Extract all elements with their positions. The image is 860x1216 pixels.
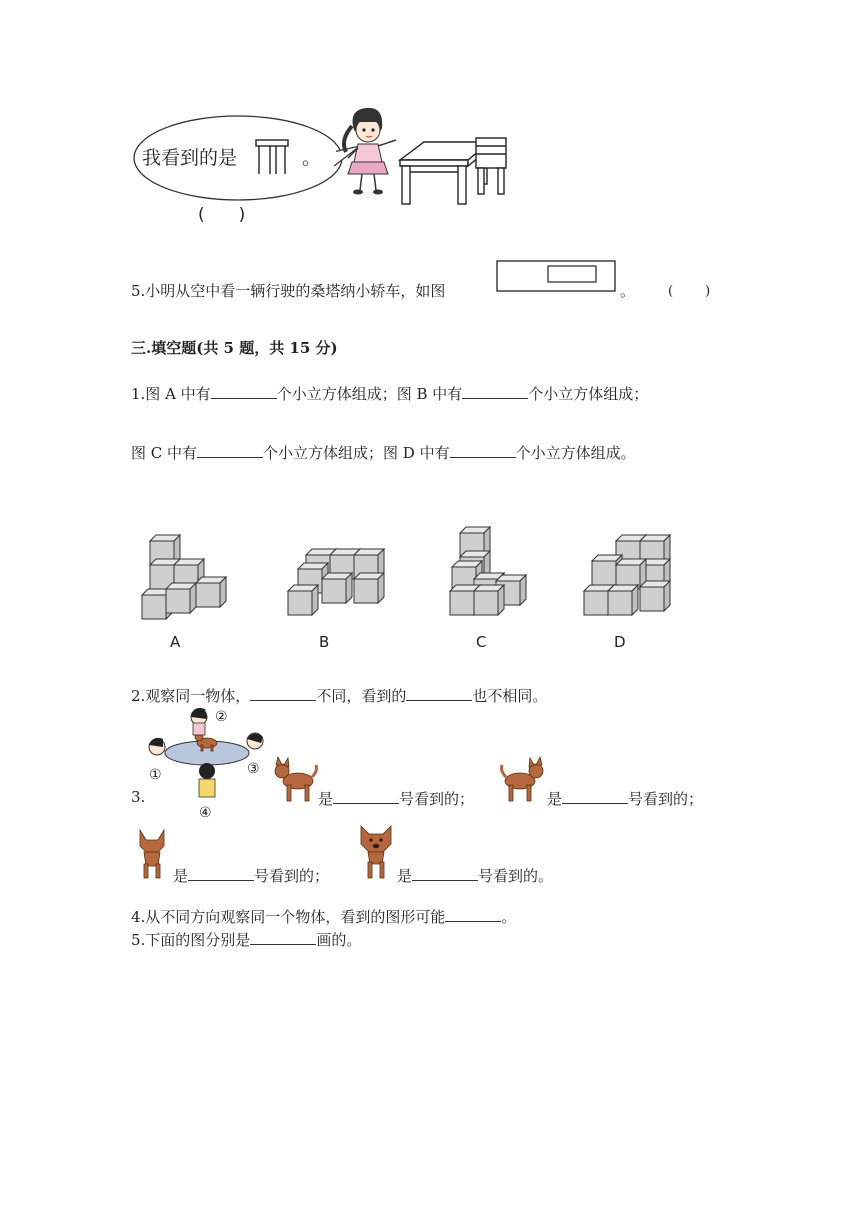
cube-label-a: A <box>170 633 181 651</box>
fill3-s1 <box>318 787 474 809</box>
position-4: ④ <box>199 805 212 821</box>
fill1-blank-c[interactable] <box>197 441 263 458</box>
child-2-icon <box>191 708 207 735</box>
fill3-s3-a: 是 <box>173 867 189 885</box>
fill3-blank-3[interactable] <box>188 864 254 881</box>
fill1-line2 <box>131 441 636 463</box>
fill3-blank-2[interactable] <box>562 787 628 804</box>
fill1-text-c: 个小立方体组成； <box>528 385 649 403</box>
fill1-blank-b[interactable] <box>462 382 528 399</box>
fill1-text-a: 1.图 A 中有 <box>131 385 211 403</box>
fill3-s3 <box>173 864 329 886</box>
observation-scene <box>143 703 271 823</box>
child-3-icon <box>247 733 263 749</box>
cube-label-d: D <box>614 633 626 651</box>
car-top-view-icon <box>496 260 616 292</box>
fill4-blank[interactable] <box>445 905 501 922</box>
judge-q5-end: 。 <box>620 282 636 300</box>
cube-figure-a <box>142 535 226 619</box>
section-title: 三.填空题(共 5 题，共 15 分) <box>131 339 338 357</box>
fill4-text-b: 。 <box>501 908 517 926</box>
cube-label-c: C <box>476 633 487 651</box>
dog-side-right-icon <box>498 755 548 805</box>
fill2-text-b: 不同，看到的 <box>316 687 407 705</box>
fill2-text-c: 也不相同。 <box>472 687 548 705</box>
fill5-text-b: 画的。 <box>316 931 362 949</box>
fill1-blank-d[interactable] <box>450 441 516 458</box>
cube-figure-d <box>584 535 670 615</box>
judge-q5-paren: ( ) <box>668 284 713 299</box>
position-3: ③ <box>247 761 260 777</box>
dog-front-icon <box>355 822 397 882</box>
fill5-line <box>131 928 361 950</box>
position-2: ② <box>215 709 228 725</box>
judge-q5 <box>131 281 445 301</box>
fill3-blank-4[interactable] <box>412 864 478 881</box>
answer-paren: ( ) <box>198 205 246 225</box>
dog-back-icon <box>132 826 172 882</box>
cube-figure-b <box>288 549 384 615</box>
fill2-blank-a[interactable] <box>250 684 316 701</box>
chair-icon <box>476 138 506 194</box>
fill3-s1-b: 号看到的； <box>399 790 475 808</box>
fill3-s4-b: 号看到的。 <box>478 867 554 885</box>
fill1-text-f: 个小立方体组成。 <box>515 444 636 462</box>
fill1-line1 <box>131 382 648 404</box>
dog-side-left-icon <box>270 755 320 805</box>
fill4-text-a: 4.从不同方向观察同一个物体，看到的图形可能 <box>131 908 446 926</box>
fill1-text-b: 个小立方体组成；图 B 中有 <box>276 385 463 403</box>
fill5-blank[interactable] <box>250 928 316 945</box>
fill3-s3-b: 号看到的； <box>254 867 330 885</box>
cube-label-b: B <box>319 633 330 651</box>
child-4-icon <box>199 763 215 797</box>
fill4-line <box>131 905 516 927</box>
fill1-text-e: 个小立方体组成；图 D 中有 <box>263 444 450 462</box>
position-1: ① <box>149 767 162 783</box>
fill5-text-a: 5.下面的图分别是 <box>131 931 251 949</box>
fill3-s2-a: 是 <box>547 790 563 808</box>
fill3-s4-a: 是 <box>397 867 413 885</box>
cube-figures <box>130 525 690 660</box>
fill3-s2-b: 号看到的； <box>628 790 704 808</box>
fill3-num: 3. <box>131 788 146 806</box>
fill1-blank-a[interactable] <box>211 382 277 399</box>
fill3-blank-1[interactable] <box>333 787 399 804</box>
fill3-s1-a: 是 <box>318 790 334 808</box>
fill3-s4 <box>397 864 553 886</box>
bubble-text: 我看到的是 <box>142 147 238 169</box>
judge-q5-text: 5.小明从空中看一辆行驶的桑塔纳小轿车，如图 <box>131 282 446 300</box>
child-1-icon <box>149 738 165 755</box>
fill2-blank-b[interactable] <box>406 684 472 701</box>
top-figure <box>128 100 528 235</box>
fill3-s2 <box>547 787 703 809</box>
bubble-end: 。 <box>302 147 322 169</box>
fill1-text-d: 图 C 中有 <box>131 444 198 462</box>
cube-figure-c <box>450 527 526 615</box>
fill2-text-a: 2.观察同一物体， <box>131 687 251 705</box>
